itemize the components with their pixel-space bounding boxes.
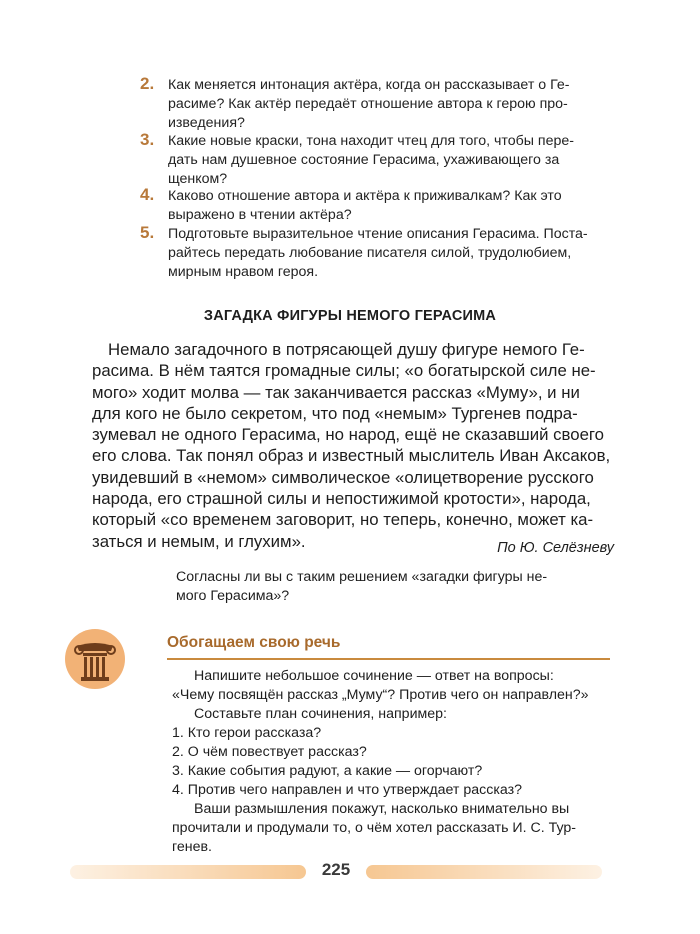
text-line: зумевал не одного Герасима, но народ, ещё не сказавший своего [92,425,604,445]
text-line: генев. [172,839,212,855]
text-line: изведения? [168,115,245,131]
text-line: Ваши размышления покажут, насколько внимательно вы [194,801,570,817]
text-line: расима. В нём таятся громадные силы; «о богатырской силе не- [92,361,596,381]
text-line: дать нам душевное состояние Герасима, ухаживающего за [168,152,560,168]
text-line: щенком? [168,171,228,187]
discussion-question [176,568,616,606]
footer-bar-left [70,865,306,879]
text-line: который «со временем заговорит, но теперь, конечно, может ка- [92,510,594,530]
question-number: 3. [140,130,155,149]
question-number: 2. [140,74,155,93]
text-line: прочитали и продумали то, о чём хотел рассказать И. С. Тур- [172,820,577,836]
text-line: мого» ходит молва — так заканчивается рассказ «Муму», и ни [92,382,580,402]
text-line: 4. Против чего направлен и что утверждает рассказ? [172,782,522,798]
question-text [168,76,616,133]
question-text [168,132,616,189]
text-line: 2. О чём повествует рассказ? [172,744,367,760]
text-line: Какие новые краски, тона находит чтец для того, чтобы пере- [168,133,574,149]
text-line: Напишите небольшое сочинение — ответ на вопросы: [194,668,554,684]
text-line: народа, его страшной силы и непостижимой кротости», народа, [92,489,591,509]
text-line: увидевший в «немом» символическое «олицетворение русского [92,467,594,487]
text-line: мирным нравом героя. [168,264,319,280]
text-line: заться и немым, и глухим». [92,531,306,551]
text-line: «Чему посвящён рассказ „Муму“? Против чего он направлен?» [172,687,589,703]
article-body [92,339,622,552]
text-line: Как меняется интонация актёра, когда он рассказывает о Ге- [168,77,570,93]
text-line: 1. Кто герои рассказа? [172,725,322,741]
section-divider [167,658,610,660]
question-number: 5. [140,223,155,242]
exercise-text [172,667,612,857]
column-icon [64,628,126,690]
text-line: расиме? Как актёр передаёт отношение автора к герою про- [168,96,568,112]
page-number: 225 [321,860,351,879]
text-line: для кого не было секретом, что под «немым» Тургенев подра- [92,403,578,423]
attribution: По Ю. Селёзневу [497,540,614,556]
text-line: Составьте план сочинения, например: [194,706,447,722]
question-text [168,187,616,225]
text-line: Согласны ли вы с таким решением «загадки фигуры не- [176,569,548,585]
section-title: Обогащаем свою речь [167,634,341,651]
question-text [168,225,616,282]
text-line: Каково отношение автора и актёра к приживалкам? Как это [168,188,562,204]
text-line: Подготовьте выразительное чтение описания Герасима. Поста- [168,226,588,242]
text-line: мого Герасима»? [176,588,290,604]
text-line: выражено в чтении актёра? [168,207,352,223]
text-line: его слова. Так понял образ и известный мыслитель Иван Аксаков, [92,446,611,466]
section-heading: ЗАГАДКА ФИГУРЫ НЕМОГО ГЕРАСИМА [203,308,497,324]
footer-bar-right [366,865,602,879]
text-line: Немало загадочного в потрясающей душу фигуре немого Ге- [108,340,585,359]
text-line: 3. Какие события радуют, а какие — огорчают? [172,763,483,779]
question-number: 4. [140,185,155,204]
text-line: райтесь передать любование писателя силой, трудолюбием, [168,245,572,261]
